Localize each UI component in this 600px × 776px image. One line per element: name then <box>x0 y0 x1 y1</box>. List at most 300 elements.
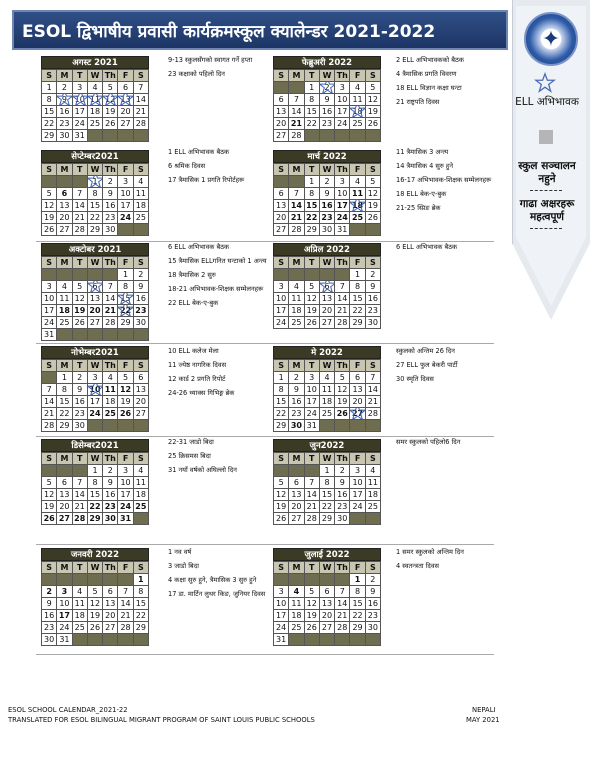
day-of-week-label: S <box>365 562 380 574</box>
empty-day-cell <box>87 574 102 586</box>
day-cell: 13 <box>319 598 334 610</box>
events-march <box>396 148 504 218</box>
event-item: 2 ELL अभिभावकको बैठक <box>396 56 464 64</box>
day-cell: 17 <box>72 106 87 118</box>
day-cell: 17 <box>57 610 72 622</box>
day-cell: 7 <box>72 188 87 200</box>
day-cell: 26 <box>365 118 380 130</box>
empty-day-cell <box>319 269 334 281</box>
day-cell: 14 <box>335 598 350 610</box>
day-cell: 2 <box>133 269 148 281</box>
day-cell: 27 <box>274 224 289 236</box>
empty-day-cell <box>103 420 118 432</box>
day-cell: 23 <box>133 305 148 317</box>
day-cell: 30 <box>57 130 72 142</box>
legend-divider <box>530 228 562 229</box>
day-of-week-label: W <box>319 70 334 82</box>
day-cell: 15 <box>304 106 319 118</box>
row-separator <box>36 436 494 437</box>
day-of-week-label: M <box>57 360 72 372</box>
event-item: 1 ELL अभिभावक बैठक <box>168 148 230 156</box>
empty-day-cell <box>118 420 133 432</box>
month-title: मार्च 2022 <box>273 150 381 163</box>
day-cell: 4 <box>133 176 148 188</box>
day-cell: 30 <box>319 224 334 236</box>
day-cell: 7 <box>335 586 350 598</box>
day-of-week-label: T <box>304 562 319 574</box>
day-cell: 24 <box>304 408 319 420</box>
empty-day-cell <box>304 465 319 477</box>
month-grid <box>41 69 149 142</box>
day-cell: 11 <box>57 293 72 305</box>
ell-parent-star-icon <box>118 293 133 305</box>
day-cell: 4 <box>350 176 365 188</box>
day-cell: 11 <box>319 384 334 396</box>
day-cell: 26 <box>118 408 133 420</box>
day-cell: 4 <box>350 82 365 94</box>
day-cell: 5 <box>42 188 57 200</box>
empty-day-cell <box>87 420 102 432</box>
day-of-week-label: W <box>319 257 334 269</box>
day-cell: 9 <box>335 477 350 489</box>
day-cell: 9 <box>103 188 118 200</box>
day-cell: 30 <box>335 513 350 525</box>
day-cell: 2 <box>42 586 57 598</box>
day-of-week-label: F <box>350 70 365 82</box>
legend-important: गाढा अक्षरहरू महत्वपूर्ण <box>519 198 575 223</box>
month-calendar-december <box>41 439 149 525</box>
day-cell: 7 <box>42 384 57 396</box>
day-cell: 22 <box>42 118 57 130</box>
day-cell: 28 <box>304 513 319 525</box>
day-of-week-label: T <box>72 257 87 269</box>
day-cell: 7 <box>304 477 319 489</box>
day-of-week-label: F <box>350 453 365 465</box>
day-cell: 21 <box>72 212 87 224</box>
day-cell: 29 <box>350 317 365 329</box>
day-cell: 13 <box>133 384 148 396</box>
day-of-week-label: W <box>319 164 334 176</box>
day-cell: 1 <box>304 176 319 188</box>
day-cell: 20 <box>319 305 334 317</box>
day-cell: 9 <box>72 384 87 396</box>
day-cell: 2 <box>365 574 380 586</box>
month-calendar-april <box>273 243 381 329</box>
empty-day-cell <box>87 130 102 142</box>
empty-day-cell <box>350 513 365 525</box>
day-cell: 27 <box>289 513 304 525</box>
event-item: 4 कक्षा सुरु हुने, त्रैमासिक 3 सुरु हुने <box>168 576 257 584</box>
day-cell: 26 <box>42 513 57 525</box>
day-cell: 27 <box>103 622 118 634</box>
day-cell: 20 <box>274 212 289 224</box>
day-cell: 8 <box>319 477 334 489</box>
day-cell: 29 <box>133 622 148 634</box>
day-of-week-label: Th <box>103 562 118 574</box>
events-november <box>168 347 276 403</box>
ell-parent-star-icon <box>534 72 556 94</box>
day-cell: 13 <box>274 200 289 212</box>
day-cell: 5 <box>118 372 133 384</box>
day-cell: 2 <box>319 82 334 94</box>
day-cell: 26 <box>72 317 87 329</box>
day-cell: 22 <box>133 610 148 622</box>
day-cell: 16 <box>319 106 334 118</box>
day-cell: 25 <box>289 317 304 329</box>
day-of-week-label: S <box>274 70 289 82</box>
event-item: 31 नयाँ वर्षको अघिल्लो दिन <box>168 466 237 474</box>
event-item: 24-26 थ्याक्स गिभिङ्ग ब्रेक <box>168 389 235 397</box>
day-cell: 13 <box>57 489 72 501</box>
day-cell: 3 <box>87 372 102 384</box>
day-cell: 25 <box>319 408 334 420</box>
month-title: मे 2022 <box>273 346 381 359</box>
day-cell: 15 <box>350 293 365 305</box>
day-cell: 23 <box>335 501 350 513</box>
event-item: 21 राष्ट्रपति दिवस <box>396 98 440 106</box>
day-cell: 2 <box>289 372 304 384</box>
day-cell: 28 <box>72 224 87 236</box>
event-item: 1 समर स्कुलको अन्तिम दिन <box>396 548 464 556</box>
event-item: 22 ELL बेक-ए-बुक <box>168 299 219 307</box>
calendar-title: ESOL द्विभाषीय प्रवासी कार्यक्रमस्कूल क्यालेन्डर 2021-2022 <box>22 21 436 42</box>
month-calendar-september <box>41 150 149 236</box>
day-of-week-label: S <box>42 453 57 465</box>
empty-day-cell <box>350 420 365 432</box>
day-cell: 12 <box>304 293 319 305</box>
day-cell: 31 <box>72 130 87 142</box>
day-cell: 24 <box>118 501 133 513</box>
day-of-week-label: Th <box>335 453 350 465</box>
day-cell: 3 <box>335 176 350 188</box>
day-cell: 27 <box>319 317 334 329</box>
day-cell: 14 <box>365 384 380 396</box>
day-cell: 4 <box>365 465 380 477</box>
day-cell: 20 <box>274 118 289 130</box>
day-of-week-label: Th <box>103 257 118 269</box>
day-cell: 23 <box>57 118 72 130</box>
event-item: 1 नव वर्ष <box>168 548 192 556</box>
day-cell: 26 <box>304 317 319 329</box>
day-cell: 7 <box>335 281 350 293</box>
day-cell: 15 <box>274 396 289 408</box>
empty-day-cell <box>335 574 350 586</box>
ell-parent-star-icon <box>118 305 133 317</box>
day-cell: 20 <box>319 610 334 622</box>
day-cell: 4 <box>289 586 304 598</box>
day-cell: 1 <box>274 372 289 384</box>
day-cell: 4 <box>57 281 72 293</box>
day-cell: 22 <box>304 212 319 224</box>
empty-day-cell <box>57 465 72 477</box>
event-item: 3 जाडो बिदा <box>168 562 199 570</box>
day-cell: 3 <box>304 372 319 384</box>
day-of-week-label: S <box>274 360 289 372</box>
empty-day-cell <box>103 329 118 341</box>
month-title: अक्टोबर 2021 <box>41 243 149 256</box>
day-cell: 10 <box>72 94 87 106</box>
day-of-week-label: W <box>87 164 102 176</box>
day-cell: 28 <box>365 408 380 420</box>
day-cell: 24 <box>335 118 350 130</box>
day-of-week-label: F <box>350 164 365 176</box>
footer-date: MAY 2021 <box>466 716 500 724</box>
event-item: 21-25 स्प्रिङ ब्रेक <box>396 204 441 212</box>
day-cell: 1 <box>118 269 133 281</box>
day-of-week-label: S <box>42 70 57 82</box>
day-cell: 13 <box>319 293 334 305</box>
day-cell: 19 <box>335 396 350 408</box>
day-cell: 16 <box>42 610 57 622</box>
day-cell: 18 <box>350 200 365 212</box>
day-cell: 8 <box>87 188 102 200</box>
day-of-week-label: Th <box>335 360 350 372</box>
day-cell: 10 <box>274 598 289 610</box>
day-cell: 10 <box>118 188 133 200</box>
day-cell: 6 <box>319 281 334 293</box>
day-cell: 19 <box>87 610 102 622</box>
empty-day-cell <box>87 634 102 646</box>
event-item: 6 ELL अभिभावक बैठक <box>168 243 230 251</box>
day-cell: 12 <box>365 94 380 106</box>
day-cell: 30 <box>365 317 380 329</box>
day-cell: 12 <box>335 384 350 396</box>
month-grid <box>41 163 149 236</box>
ell-parent-star-icon <box>350 200 365 212</box>
day-cell: 18 <box>365 489 380 501</box>
day-cell: 16 <box>365 293 380 305</box>
day-cell: 12 <box>274 489 289 501</box>
day-cell: 27 <box>57 513 72 525</box>
day-cell: 3 <box>72 82 87 94</box>
day-cell: 17 <box>335 106 350 118</box>
ell-parent-star-icon <box>103 94 118 106</box>
day-cell: 20 <box>350 396 365 408</box>
day-cell: 21 <box>365 396 380 408</box>
event-item: समर स्कुलको पहिलो6 दिन <box>396 438 461 446</box>
ell-parent-star-icon <box>87 281 102 293</box>
day-cell: 8 <box>57 384 72 396</box>
day-cell: 21 <box>103 305 118 317</box>
legend-no-school: स्कुल सञ्चालन नहुने <box>518 160 576 185</box>
day-cell: 12 <box>304 598 319 610</box>
month-title: जनवरी 2022 <box>41 548 149 561</box>
day-of-week-label: T <box>304 453 319 465</box>
day-of-week-label: W <box>319 360 334 372</box>
day-of-week-label: F <box>350 360 365 372</box>
day-of-week-label: F <box>118 360 133 372</box>
day-cell: 5 <box>365 176 380 188</box>
day-of-week-label: T <box>304 257 319 269</box>
day-cell: 8 <box>42 94 57 106</box>
day-cell: 18 <box>57 305 72 317</box>
ell-parent-star-icon <box>350 408 365 420</box>
day-cell: 18 <box>350 106 365 118</box>
day-cell: 26 <box>365 212 380 224</box>
day-cell: 19 <box>42 212 57 224</box>
event-item: 4 स्वतन्त्रता दिवस <box>396 562 439 570</box>
day-cell: 11 <box>365 477 380 489</box>
calendar-title-banner <box>12 10 508 50</box>
ell-parent-star-icon <box>319 82 334 94</box>
events-february <box>396 56 504 112</box>
day-of-week-label: W <box>87 453 102 465</box>
day-cell: 15 <box>133 598 148 610</box>
event-item: 17 डा. मार्टिन लुथर किङ, जुनियर दिवस <box>168 590 266 598</box>
day-cell: 18 <box>133 489 148 501</box>
day-cell: 6 <box>350 372 365 384</box>
day-cell: 9 <box>319 188 334 200</box>
day-cell: 27 <box>87 317 102 329</box>
day-cell: 22 <box>319 501 334 513</box>
day-cell: 18 <box>103 396 118 408</box>
day-cell: 8 <box>133 586 148 598</box>
day-cell: 27 <box>274 130 289 142</box>
events-september <box>168 148 276 190</box>
day-of-week-label: T <box>304 164 319 176</box>
day-cell: 16 <box>57 106 72 118</box>
event-item: 6 ELL अभिभावक बैठक <box>396 243 458 251</box>
month-grid <box>273 561 381 646</box>
month-grid <box>41 452 149 525</box>
day-cell: 28 <box>42 420 57 432</box>
day-cell: 6 <box>274 94 289 106</box>
ell-parent-star-icon <box>87 94 102 106</box>
day-cell: 17 <box>274 305 289 317</box>
day-cell: 24 <box>274 317 289 329</box>
day-cell: 5 <box>335 372 350 384</box>
event-item: 11 त्रैमासिक 3 अन्त्य <box>396 148 449 156</box>
day-cell: 26 <box>335 408 350 420</box>
day-of-week-label: F <box>118 453 133 465</box>
day-cell: 9 <box>319 94 334 106</box>
day-of-week-label: S <box>42 164 57 176</box>
month-calendar-november <box>41 346 149 432</box>
day-of-week-label: Th <box>103 164 118 176</box>
ell-parent-star-icon <box>57 94 72 106</box>
day-cell: 28 <box>335 317 350 329</box>
day-cell: 12 <box>72 293 87 305</box>
day-cell: 16 <box>319 200 334 212</box>
day-cell: 4 <box>319 372 334 384</box>
event-item: 16-17 अभिभावक-शिक्षक सम्मेलनहरू <box>396 176 492 184</box>
day-of-week-label: S <box>365 164 380 176</box>
day-cell: 30 <box>365 622 380 634</box>
day-cell: 10 <box>304 384 319 396</box>
day-cell: 24 <box>350 501 365 513</box>
empty-day-cell <box>42 574 57 586</box>
day-cell: 8 <box>304 188 319 200</box>
day-cell: 9 <box>103 477 118 489</box>
day-cell: 31 <box>42 329 57 341</box>
empty-day-cell <box>72 329 87 341</box>
day-cell: 29 <box>304 224 319 236</box>
day-cell: 28 <box>72 513 87 525</box>
events-december <box>168 438 276 480</box>
day-cell: 8 <box>274 384 289 396</box>
day-cell: 23 <box>72 408 87 420</box>
empty-day-cell <box>304 269 319 281</box>
day-cell: 16 <box>133 293 148 305</box>
day-cell: 5 <box>365 82 380 94</box>
ell-parent-star-icon <box>118 94 133 106</box>
day-cell: 6 <box>57 477 72 489</box>
day-cell: 20 <box>87 305 102 317</box>
day-of-week-label: T <box>72 562 87 574</box>
day-of-week-label: Th <box>103 360 118 372</box>
empty-day-cell <box>365 513 380 525</box>
day-cell: 29 <box>319 513 334 525</box>
day-cell: 25 <box>57 317 72 329</box>
day-cell: 8 <box>304 94 319 106</box>
day-cell: 15 <box>118 293 133 305</box>
day-of-week-label: W <box>87 562 102 574</box>
day-cell: 27 <box>118 118 133 130</box>
day-cell: 22 <box>118 305 133 317</box>
day-of-week-label: S <box>274 453 289 465</box>
day-cell: 25 <box>365 501 380 513</box>
day-of-week-label: Th <box>335 70 350 82</box>
day-cell: 24 <box>335 212 350 224</box>
events-april <box>396 243 504 257</box>
day-cell: 25 <box>133 501 148 513</box>
day-of-week-label: W <box>319 562 334 574</box>
day-cell: 25 <box>289 622 304 634</box>
ell-parent-star-icon <box>319 281 334 293</box>
day-cell: 1 <box>87 176 102 188</box>
day-cell: 26 <box>87 622 102 634</box>
day-cell: 17 <box>118 489 133 501</box>
day-of-week-label: S <box>274 257 289 269</box>
day-cell: 14 <box>133 94 148 106</box>
day-cell: 29 <box>87 513 102 525</box>
day-cell: 15 <box>42 106 57 118</box>
day-cell: 23 <box>103 212 118 224</box>
month-calendar-july <box>273 548 381 646</box>
empty-day-cell <box>289 269 304 281</box>
month-title: सेप्टेम्बर2021 <box>41 150 149 163</box>
events-july <box>396 548 504 576</box>
empty-day-cell <box>42 269 57 281</box>
day-of-week-label: S <box>133 257 148 269</box>
month-title: अप्रिल 2022 <box>273 243 381 256</box>
day-cell: 17 <box>87 396 102 408</box>
day-cell: 13 <box>350 384 365 396</box>
events-june <box>396 438 504 452</box>
event-item: 4 त्रैमासिक प्रगति विवरण <box>396 70 457 78</box>
day-cell: 6 <box>319 586 334 598</box>
day-cell: 5 <box>304 281 319 293</box>
ell-parent-star-icon <box>87 176 102 188</box>
day-cell: 28 <box>118 622 133 634</box>
empty-day-cell <box>133 329 148 341</box>
day-of-week-label: S <box>42 360 57 372</box>
day-of-week-label: T <box>72 453 87 465</box>
event-item: 18 त्रैमासिक 2 सुरु <box>168 271 216 279</box>
event-item: 18-21 अभिभावक-शिक्षक सम्मेलनहरू <box>168 285 264 293</box>
legend-no-school-swatch <box>539 130 553 144</box>
empty-day-cell <box>365 420 380 432</box>
empty-day-cell <box>319 420 334 432</box>
month-calendar-may <box>273 346 381 432</box>
day-cell: 25 <box>133 212 148 224</box>
row-separator <box>36 654 494 655</box>
day-cell: 22 <box>304 118 319 130</box>
events-october <box>168 243 276 313</box>
day-cell: 21 <box>289 212 304 224</box>
day-cell: 17 <box>274 610 289 622</box>
day-of-week-label: S <box>365 360 380 372</box>
